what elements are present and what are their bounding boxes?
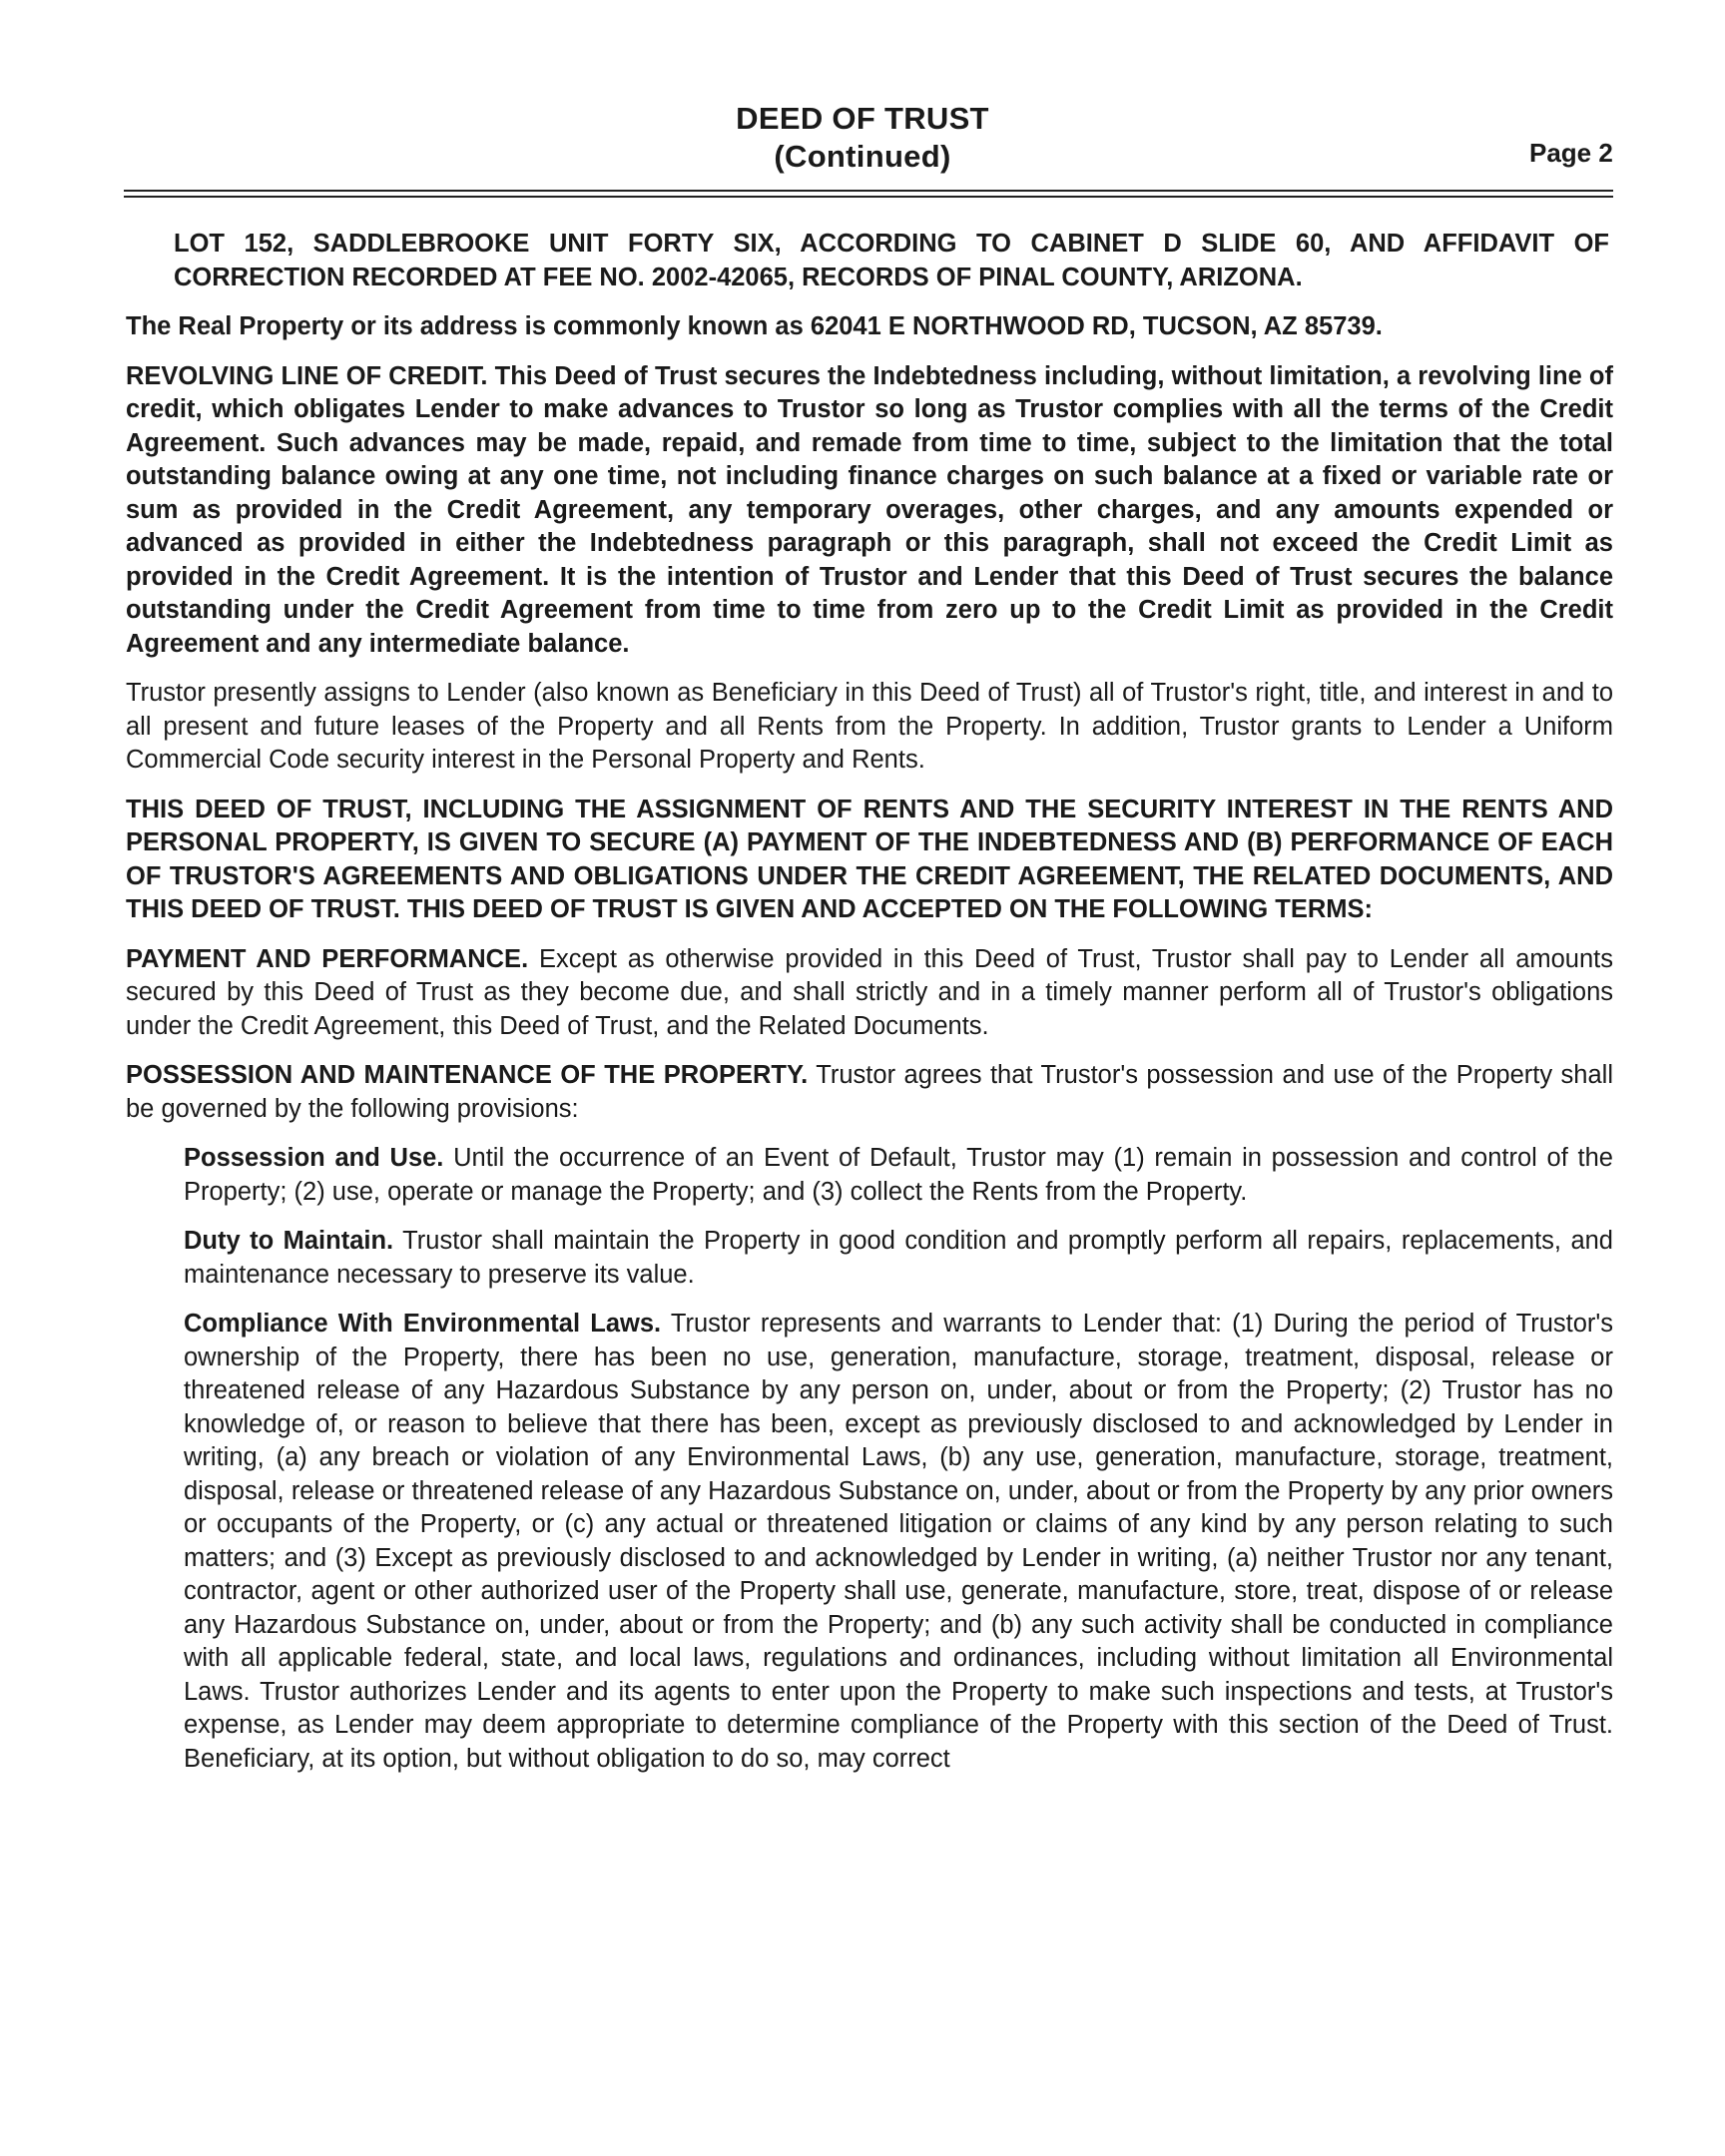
- given-to-secure-paragraph: THIS DEED OF TRUST, INCLUDING THE ASSIGNMENT OF RENTS AND THE SECURITY INTEREST IN THE RENTS AND PERSONAL PROPERTY, IS GIVEN TO SECURE (A) PAYMENT OF THE INDEBTEDNESS AND (B) PERFORMANCE OF EACH OF TRUSTOR'S AGREEMENTS AND OBLIGATIONS UNDER THE CREDIT AGREEMENT, THE RELATED DOCUMENTS, AND THIS DEED OF TRUST. THIS DEED OF TRUST IS GIVEN AND ACCEPTED ON THE FOLLOWING TERMS:: [126, 795, 1613, 923]
- payment-performance-paragraph: [126, 943, 1613, 1044]
- duty-to-maintain-paragraph: [126, 1225, 1613, 1292]
- page-number: Page 2: [1529, 138, 1613, 168]
- revolving-credit-paragraph: REVOLVING LINE OF CREDIT. This Deed of Trust secures the Indebtedness including, without limitation, a revolving line of credit, which obligates Lender to make advances to Trustor so long as Trustor complies with all the terms of the Credit Agreement. Such advances may be made, repaid, and remade from time to time, subject to the limitation that the total outstanding balance owing at any one time, not including finance charges on such balance at a fixed or variable rate or sum as provided in the Credit Agreement, any temporary overages, other charges, and any amounts expended or advanced as provided in either the Indebtedness paragraph or this paragraph, shall not exceed the Credit Limit as provided in the Credit Agreement. It is the intention of Trustor and Lender that this Deed of Trust secures the balance outstanding under the Credit Agreement from time to time from zero up to the Credit Limit as provided in the Credit Agreement and any intermediate balance.: [126, 361, 1613, 658]
- possession-use-heading: Possession and Use.: [184, 1144, 444, 1172]
- environmental-heading: Compliance With Environmental Laws.: [184, 1310, 662, 1338]
- possession-text: Trustor agrees that Trustor's possession and use of the Property shall be governed by the following provisions:: [126, 1061, 1613, 1123]
- document-title: DEED OF TRUST: [736, 101, 989, 136]
- possession-maintenance-paragraph: [126, 1059, 1613, 1126]
- header-rule-bottom: [124, 196, 1613, 198]
- possession-use-paragraph: [126, 1142, 1613, 1209]
- property-address-line: [126, 310, 1613, 344]
- property-address-prefix: The Real Property or its address is commonly known as: [126, 312, 804, 340]
- header-rule-top: [124, 190, 1613, 192]
- duty-heading: Duty to Maintain.: [184, 1227, 394, 1255]
- possession-heading: POSSESSION AND MAINTENANCE OF THE PROPERTY.: [126, 1061, 809, 1089]
- environmental-text: Trustor represents and warrants to Lender that: (1) During the period of Trustor's ownership of the Property, there has been no use, generation, manufacture, storage, treatment, disposal, release or threatened release of any Hazardous Substance by any person on, under, about or from the Property; (2) Trustor has no knowledge of, or reason to believe that there has been, except as previously disclosed to and acknowledged by Lender in writing, (a) any breach or violation of any Environmental Laws, (b) any use, generation, manufacture, storage, treatment, disposal, release or threatened release of any Hazardous Substance on, under, about or from the Property by any prior owners or occupants of the Property, or (c) any actual or threatened litigation or claims of any kind by any person relating to such matters; and (3) Except as previously disclosed to and acknowledged by Lender in writing, (a) neither Trustor nor any tenant, contractor, agent or other authorized user of the Property shall use, generate, manufacture, store, treat, dispose of or release any Hazardous Substance on, under, about or from the Property; and (b) any such activity shall be conducted in compliance with all applicable federal, state, and local laws, regulations and ordinances, including without limitation all Environmental Laws. Trustor authorizes Lender and its agents to enter upon the Property to make such inspections and tests, at Trustor's expense, as Lender may deem appropriate to determine compliance of the Property with this section of the Deed of Trust. Beneficiary, at its option, but without obligation to do so, may correct: [184, 1310, 1613, 1773]
- possession-use-text: Until the occurrence of an Event of Default, Trustor may (1) remain in possession and control of the Property; (2) use, operate or manage the Property; and (3) collect the Rents from the Property.: [184, 1144, 1613, 1206]
- document-body: [126, 228, 1613, 1792]
- payment-heading: PAYMENT AND PERFORMANCE.: [126, 944, 529, 973]
- page-header: [0, 100, 1725, 176]
- duty-text: Trustor shall maintain the Property in good condition and promptly perform all repairs, replacements, and maintenance necessary to preserve its value.: [184, 1227, 1613, 1289]
- environmental-paragraph: [126, 1308, 1613, 1776]
- document-subtitle: (Continued): [774, 139, 951, 174]
- legal-description: LOT 152, SADDLEBROOKE UNIT FORTY SIX, ACCORDING TO CABINET D SLIDE 60, AND AFFIDAVIT OF CORRECTION RECORDED AT FEE NO. 2002-42065, RECORDS OF PINAL COUNTY, ARIZONA.: [174, 230, 1609, 291]
- property-address: 62041 E NORTHWOOD RD, TUCSON, AZ 85739.: [810, 312, 1383, 340]
- payment-text: Except as otherwise provided in this Deed of Trust, Trustor shall pay to Lender all amounts secured by this Deed of Trust as they become due, and shall strictly and in a timely manner perform all of Trustor's obligations under the Credit Agreement, this Deed of Trust, and the Related Documents.: [126, 944, 1613, 1040]
- assignment-paragraph: Trustor presently assigns to Lender (also known as Beneficiary in this Deed of Trust) all of Trustor's right, title, and interest in and to all present and future leases of the Property and all Rents from the Property. In addition, Trustor grants to Lender a Uniform Commercial Code security interest in the Personal Property and Rents.: [126, 679, 1613, 774]
